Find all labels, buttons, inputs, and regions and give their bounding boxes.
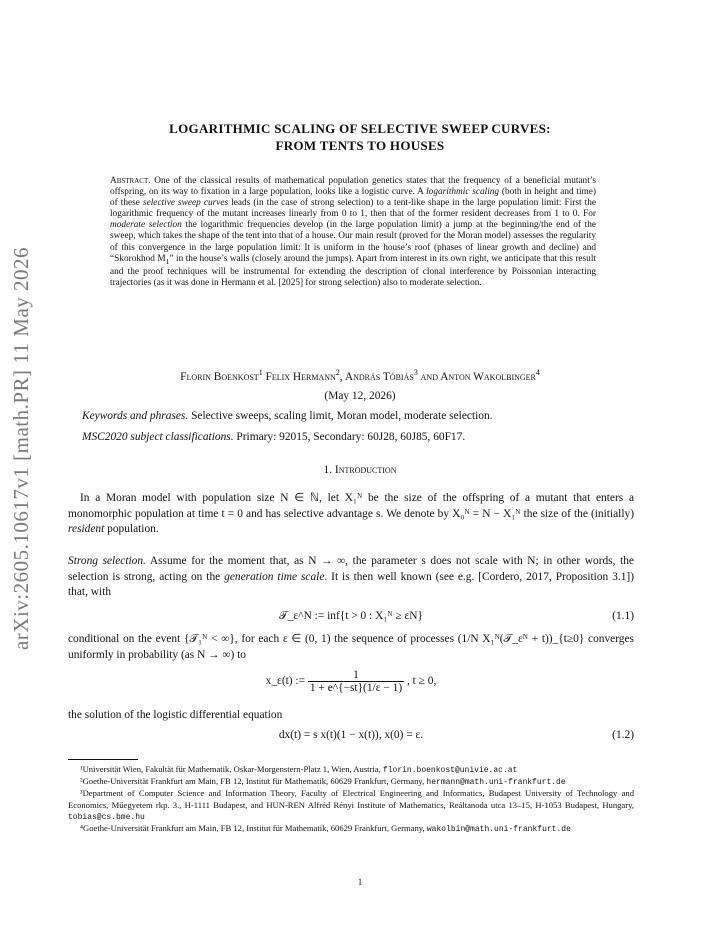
equation-logistic-fraction xyxy=(308,669,404,694)
footnotes xyxy=(68,764,634,835)
footnote-4 xyxy=(68,823,634,835)
title-line-1: LOGARITHMIC SCALING OF SELECTIVE SWEEP CURVES: xyxy=(169,121,551,136)
intro-p1-end: population. xyxy=(104,523,159,535)
intro-p2-text-b: . It is then well known (see e.g. [Cordero, 2017, Proposition 3.1]) that, with xyxy=(68,570,634,598)
paper-date: (May 12, 2026) xyxy=(324,390,396,402)
equation-1-2-body: dx(t) = s x(t)(1 − x(t)), x(0) = ε. xyxy=(278,729,424,741)
intro-paragraph-2 xyxy=(68,554,634,601)
abstract-emphasis-1: logarithmic scaling xyxy=(426,187,500,198)
arxiv-stamp xyxy=(2,228,42,668)
author-1: Florin Boenkost xyxy=(180,370,259,383)
equation-logistic-solution xyxy=(68,669,634,699)
abstract-subscript: 1 xyxy=(165,256,170,266)
footnote-3 xyxy=(68,788,634,823)
footnote-1-email[interactable]: florin.boenkost@univie.ac.at xyxy=(382,766,518,775)
equation-logistic-body xyxy=(68,669,634,694)
intro-paragraph-3: conditional on the event {𝒯₁ᴺ < ∞}, for each ε ∈ (0, 1) the sequence of processes (1/N X₁ᴺ(𝒯_εᴺ + t))_{t≥0} converges uniformly in probability (as N → ∞) to xyxy=(68,633,634,661)
equation-1-1-body: 𝒯_ε^N := inf{t > 0 : X₁ᴺ ≥ εN} xyxy=(279,610,423,622)
footnote-1 xyxy=(68,764,634,776)
abstract-text-3: leads (in the case of strong selection) to a tent-like shape in the large population limit: First the logarithmic frequency of the mutant increases linearly from 0 to 1, then that of the former resident decreases from 1 to 0. For xyxy=(110,198,597,220)
intro-paragraph-4: the solution of the logistic differential equation xyxy=(68,709,283,721)
page-number: 1 xyxy=(357,877,363,887)
abstract-emphasis-2: selective sweep curves xyxy=(142,198,229,209)
section-heading: 1. Introduction xyxy=(323,464,397,476)
footnote-2-text: ²Goethe-Universität Frankfurt am Main, FB 12, Institut für Mathematik, 60629 Frankfurt, Germany, xyxy=(80,776,427,787)
abstract xyxy=(110,176,596,289)
abstract-emphasis-3: moderate selection xyxy=(110,220,182,231)
author-2: Felix Hermann xyxy=(262,370,336,383)
strong-selection-label: Strong selection. xyxy=(68,555,146,567)
author-3-mark: 3 xyxy=(413,368,418,377)
equation-logistic-rhs: , t ≥ 0, xyxy=(406,675,437,688)
title-line-2: FROM TENTS TO HOUSES xyxy=(275,138,445,153)
intro-p1-emphasis: resident xyxy=(68,523,105,535)
equation-1-1-number: (1.1) xyxy=(612,610,634,622)
keywords-label: Keywords and phrases. xyxy=(82,410,189,422)
footnote-4-email[interactable]: wakolbin@math.uni-frankfurt.de xyxy=(426,825,571,835)
msc-label: MSC2020 subject classifications. xyxy=(82,431,234,443)
author-4-mark: 4 xyxy=(535,368,540,377)
intro-p2-emphasis: generation time scale xyxy=(224,570,325,583)
intro-p1-text: In a Moran model with population size N ∈ ℕ, let X₁ᴺ be the size of the offspring of a mutant that enters a monomorphic population at time t = 0 and has selective advantage s. We denote by X₀ᴺ = N − X₁ᴺ the size of the (initially) xyxy=(68,492,634,520)
fraction-numerator: 1 xyxy=(308,669,404,682)
msc-classification xyxy=(82,431,642,443)
footnote-2-email[interactable]: hermann@math.uni-frankfurt.de xyxy=(426,778,566,788)
intro-paragraph-1 xyxy=(68,491,634,538)
author-2-mark: 2 xyxy=(335,368,340,377)
footnote-2 xyxy=(68,776,634,788)
abstract-text-5: ” in the house’s walls (closely around the jumps). Apart from interest in its own right, we anticipate that this result and the proof techniques will be instrumental for extending the description of clonal interference by Poissonian interacting trajectories (as it was done in Hermann et al. [2025] for strong selection) also to moderate selection. xyxy=(110,253,596,288)
footnote-3-text: ³Department of Computer Science and Information Theory, Faculty of Electrical Engineering and Informatics, Budapest University of Technology and Economics, Műegyetem rkp. 3., H-1111 Budapest, and HUN-REN Alfréd Rényi Institute of Mathematics, Reáltanoda utca 13–15, H-1053 Budapest, Hungary, xyxy=(68,788,634,810)
author-4: and Anton Wakolbinger xyxy=(417,370,536,383)
author-list xyxy=(60,368,660,383)
footnote-4-text: ⁴Goethe-Universität Frankfurt am Main, FB 12, Institut für Mathematik, 60629 Frankfurt, Germany, xyxy=(80,823,427,834)
abstract-text-1: One of the classical results of mathematical population genetics states that the frequency of a beneficial mutant’s offspring, on its way to fixation in a large population, looks like a logistic curve. A xyxy=(110,176,596,198)
abstract-text-2: (both in height and time) of these xyxy=(110,187,596,209)
paper-title xyxy=(90,120,630,154)
equation-logistic-lhs: x_ε(t) := xyxy=(265,675,306,688)
footnote-rule xyxy=(68,759,138,760)
equation-1-2-number: (1.2) xyxy=(612,729,634,741)
author-3: , András Tóbiás xyxy=(339,370,414,383)
author-1-mark: 1 xyxy=(258,368,263,377)
intro-p2-text-a: Assume for the moment that, as N → ∞, the parameter s does not scale with N; in other words, the selection is strong, acting on the xyxy=(68,555,634,583)
footnote-3-email[interactable]: tobias@cs.bme.hu xyxy=(68,812,145,822)
msc-text: Primary: 92015, Secondary: 60J28, 60J85, 60F17. xyxy=(233,431,466,443)
abstract-heading: Abstract. xyxy=(110,176,151,186)
fraction-denominator: 1 + e^{−st}(1/ε − 1) xyxy=(309,682,403,694)
keywords xyxy=(82,410,642,422)
footnote-1-text: ¹Universität Wien, Fakultät für Mathematik, Oskar-Morgenstern-Platz 1, Wien, Austria, xyxy=(80,764,383,774)
keywords-text: Selective sweeps, scaling limit, Moran model, moderate selection. xyxy=(188,410,493,422)
abstract-text-4: the logarithmic frequencies develop (in the large population limit) a jump at the beginning/the end of the sweep, which takes the shape of the tent into that of a house. Our main result (proved for the Moran model) assesses the regularity of this convergence in the large population limit: It is uniform in the house’s roof (phases of linear growth and decline) and “Skorokhod M xyxy=(110,220,597,264)
arxiv-stamp-text: arXiv:2605.10617v1 [math.PR] 11 May 2026 xyxy=(9,246,34,650)
